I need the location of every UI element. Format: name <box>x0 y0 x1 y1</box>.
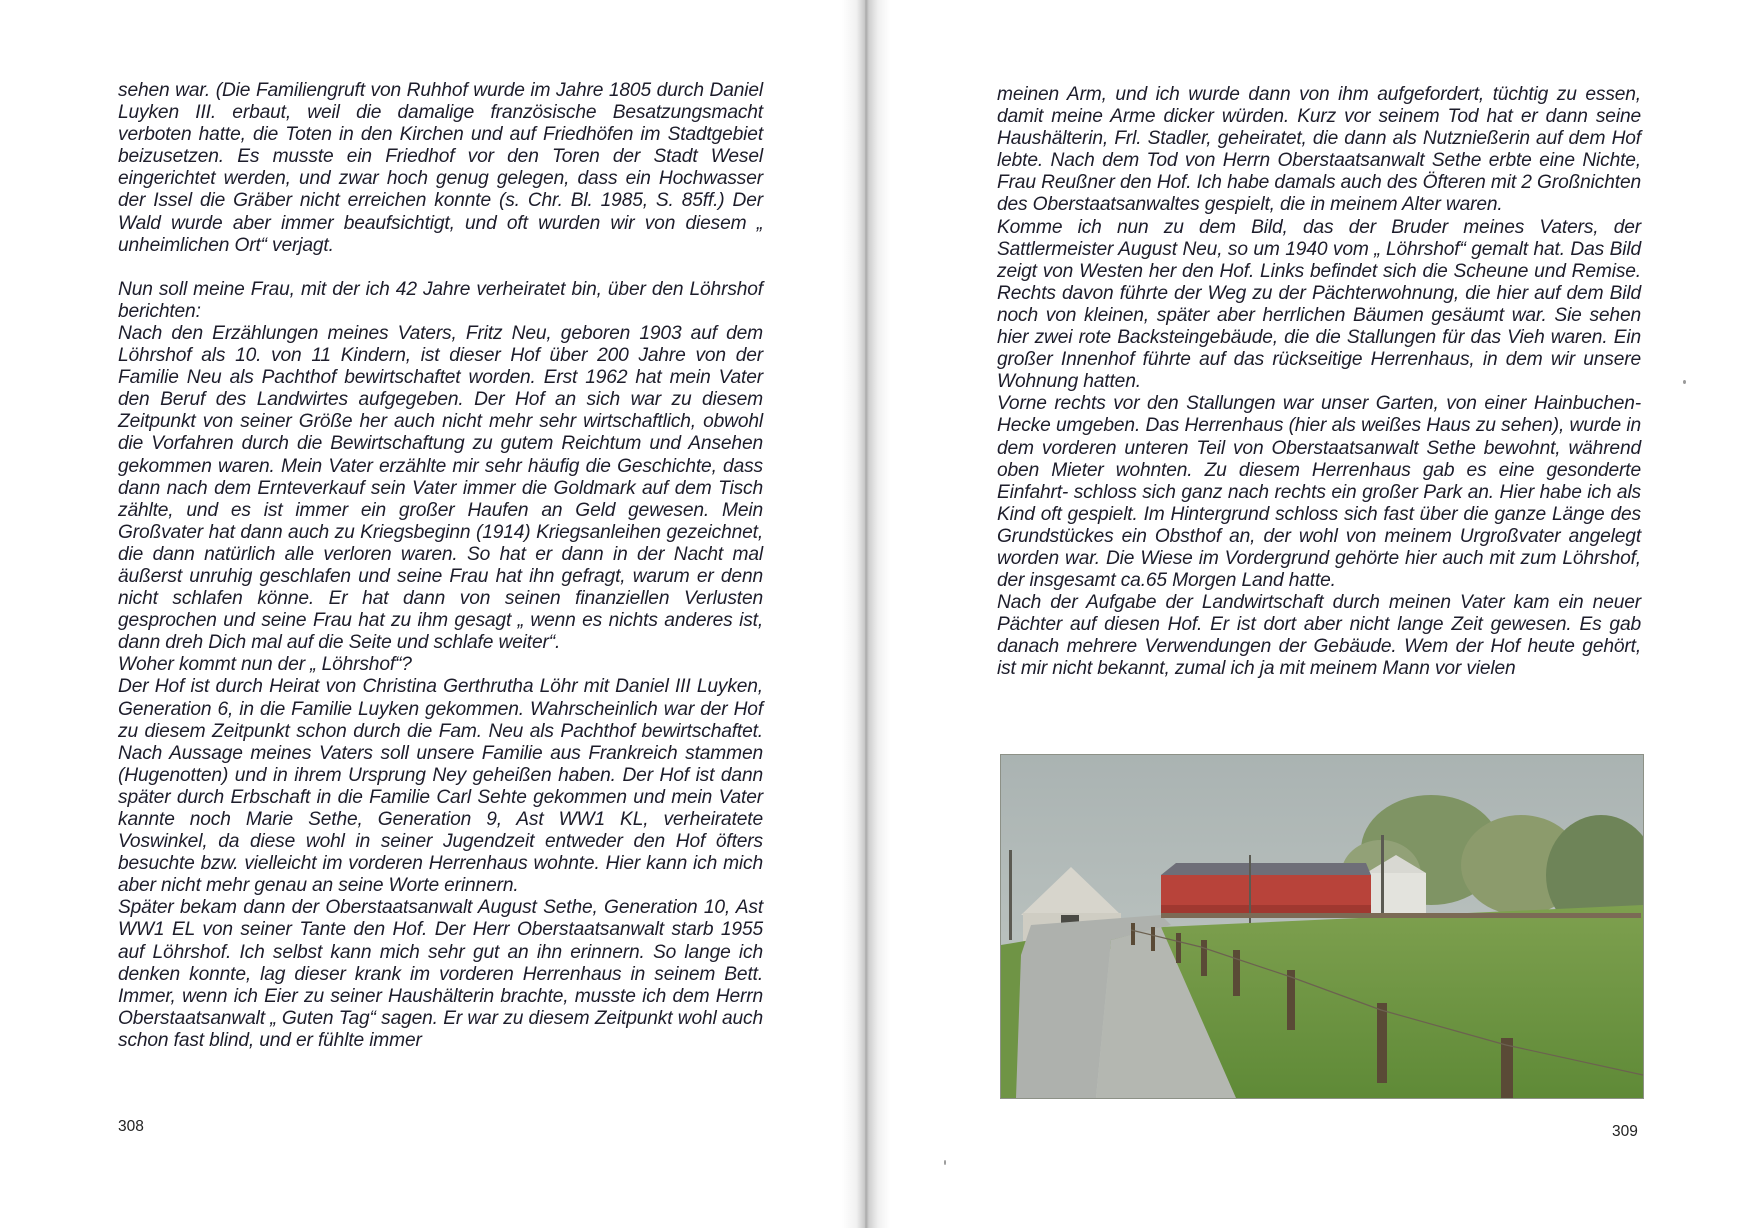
paragraph: meinen Arm, und ich wurde dann von ihm aufgefordert, tüchtig zu essen, damit meine Arme dicker würden. Kurz vor seinem Tod hat er dann seine Haushälterin, Frl. Stadler, geheiratet, die dann als Nutznießerin auf dem Hof lebte. Nach dem Tod von Herrn Oberstaatsanwalt Sethe erbte eine Nichte, Frau Reußner den Hof. Ich habe damals auch des Öfteren mit 2 Großnichten des Oberstaatsanwaltes gespielt, die in meinem Alter waren. <box>997 84 1641 216</box>
page-number-right: 309 <box>1612 1123 1638 1140</box>
page-number-left: 308 <box>118 1118 144 1135</box>
paragraph: Später bekam dann der Oberstaatsanwalt August Sethe, Generation 10, Ast WW1 EL von seiner Tante den Hof. Der Herr Oberstaatsanwalt starb 1955 auf Löhrshof. Ich selbst kann mich sehr gut an ihn erinnern. So lange ich denken konnte, lag dieser krank im vorderen Herrenhaus in seinem Bett. Immer, wenn ich Eier zu seiner Haushälterin brachte, musste ich dem Herrn Oberstaatsanwalt „ Guten Tag“ sagen. Er war zu diesem Zeitpunkt wohl auch schon fast blind, und er fühlte immer <box>118 897 763 1051</box>
left-page <box>0 0 866 1228</box>
paragraph: Komme ich nun zu dem Bild, das der Bruder meines Vaters, der Sattlermeister August Neu, so um 1940 vom „ Löhrshof“ gemalt hat. Das Bild zeigt von Westen her den Hof. Links befindet sich die Scheune und Remise. Rechts davon führte der Weg zu der Pächterwohnung, die hier auf dem Bild noch von kleinen, später aber herrlichen Bäumen gesäumt war. Sie sehen hier zwei rote Backsteingebäude, die die Stallungen für das Vieh waren. Ein großer Innenhof führte auf das rückseitige Herrenhaus, in dem wir unsere Wohnung hatten. <box>997 216 1641 393</box>
paragraph: Nach den Erzählungen meines Vaters, Fritz Neu, geboren 1903 auf dem Löhrshof als 10. von 11 Kindern, ist dieser Hof über 200 Jahre von der Familie Neu als Pachthof bewirtschaftet worden. Erst 1962 hat mein Vater den Beruf des Landwirtes aufgegeben. Der Hof an sich war zu diesem Zeitpunkt von seiner Größe her auch nicht mehr sehr wirtschaftlich, obwohl die Vorfahren durch die Bewirtschaftung zu gutem Reichtum und Ansehen gekommen waren. Mein Vater erzählte mir sehr häufig die Geschichte, dass dann nach dem Ernteverkauf sein Vater immer die Goldmark auf dem Tisch zählte, und es ist immer ein großer Haufen an Geld gewesen. Mein Großvater hat dann auch zu Kriegsbeginn (1914) Kriegsanleihen gezeichnet, die dann natürlich alle verloren waren. So hat er dann in der Nacht mal äußerst unruhig geschlafen und seine Frau hat ihn gefragt, warum er denn nicht schlafen könne. Er hat dann von seinen finanziellen Verlusten gesprochen und seine Frau hat zu ihm gesagt „ wenn es nichts anderes ist, dann dreh Dich mal auf die Seite und schlafe weiter“. <box>118 322 763 654</box>
left-page-text <box>118 80 763 1052</box>
right-page-text <box>997 84 1641 681</box>
paper-speck <box>1683 380 1686 384</box>
farm-painting-image <box>1001 755 1643 1098</box>
paragraph: Vorne rechts vor den Stallungen war unser Garten, von einer Hainbuchen-Hecke umgeben. Das Herrenhaus (hier als weißes Haus zu sehen), wurde in dem vorderen unteren Teil von Oberstaatsanwalt Sethe bewohnt, während oben Mieter wohnten. Zu diesem Herrenhaus gab es eine gesonderte Einfahrt- schloss sich ganz nach rechts ein großer Park an. Hier habe ich als Kind oft gespielt. Im Hintergrund schloss sich fast über die ganze Länge des Grundstückes ein Obsthof an, der wohl von meinem Urgroßvater angelegt worden war. Die Wiese im Vordergrund gehörte hier auch mit zum Löhrshof, der insgesamt ca.65 Morgen Land hatte. <box>997 393 1641 592</box>
book-gutter <box>842 0 890 1228</box>
paper-speck <box>944 1160 946 1165</box>
paragraph: Woher kommt nun der „ Löhrshof“? <box>118 654 412 676</box>
paragraph: Nach der Aufgabe der Landwirtschaft durch meinen Vater kam ein neuer Pächter auf diesen Hof. Er ist dort aber nicht lange Zeit gewesen. Es gab danach mehrere Verwendungen der Gebäude. Wem der Hof heute gehört, ist mir nicht bekannt, zumal ich ja mit meinem Mann vor vielen <box>997 592 1641 680</box>
paragraph: Nun soll meine Frau, mit der ich 42 Jahre verheiratet bin, über den Löhrshof berichten: <box>118 278 763 322</box>
paragraph: Der Hof ist durch Heirat von Christina Gerthrutha Löhr mit Daniel III Luyken, Generation 6, in die Familie Luyken gekommen. Wahrscheinlich war der Hof zu diesem Zeitpunkt schon durch die Fam. Neu als Pachthof bewirtschaftet. Nach Aussage meines Vaters soll unsere Familie aus Frankreich stammen (Hugenotten) und in ihrem Ursprung Ney geheißen haben. Der Hof ist dann später durch Erbschaft in die Familie Carl Sehte gekommen und mein Vater kannte noch Marie Sethe, Generation 9, Ast WW1 KL, verheiratete Voswinkel, da diese wohl in seiner Jugendzeit entweder den Hof öfters besuchte bzw. vielleicht im vorderen Herrenhaus wohnte. Hier kann ich mich aber nicht mehr genau an seine Worte erinnern. <box>118 676 763 897</box>
paragraph: sehen war. (Die Familiengruft von Ruhhof wurde im Jahre 1805 durch Daniel Luyken III. erbaut, weil die damalige französische Besatzungsmacht verboten hatte, die Toten in den Kirchen und auf Friedhöfen im Stadtgebiet beizusetzen. Es musste ein Friedhof vor den Toren der Stadt Wesel eingerichtet werden, und zwar hoch genug gelegen, dass ein Hochwasser der Issel die Gräber nicht erreichen konnte (s. Chr. Bl. 1985, S. 85ff.) Der Wald wurde aber immer beaufsichtigt, und oft wurden wir von diesem „ unheimlichen Ort“ verjagt. <box>118 80 763 256</box>
farm-painting <box>1000 754 1644 1099</box>
